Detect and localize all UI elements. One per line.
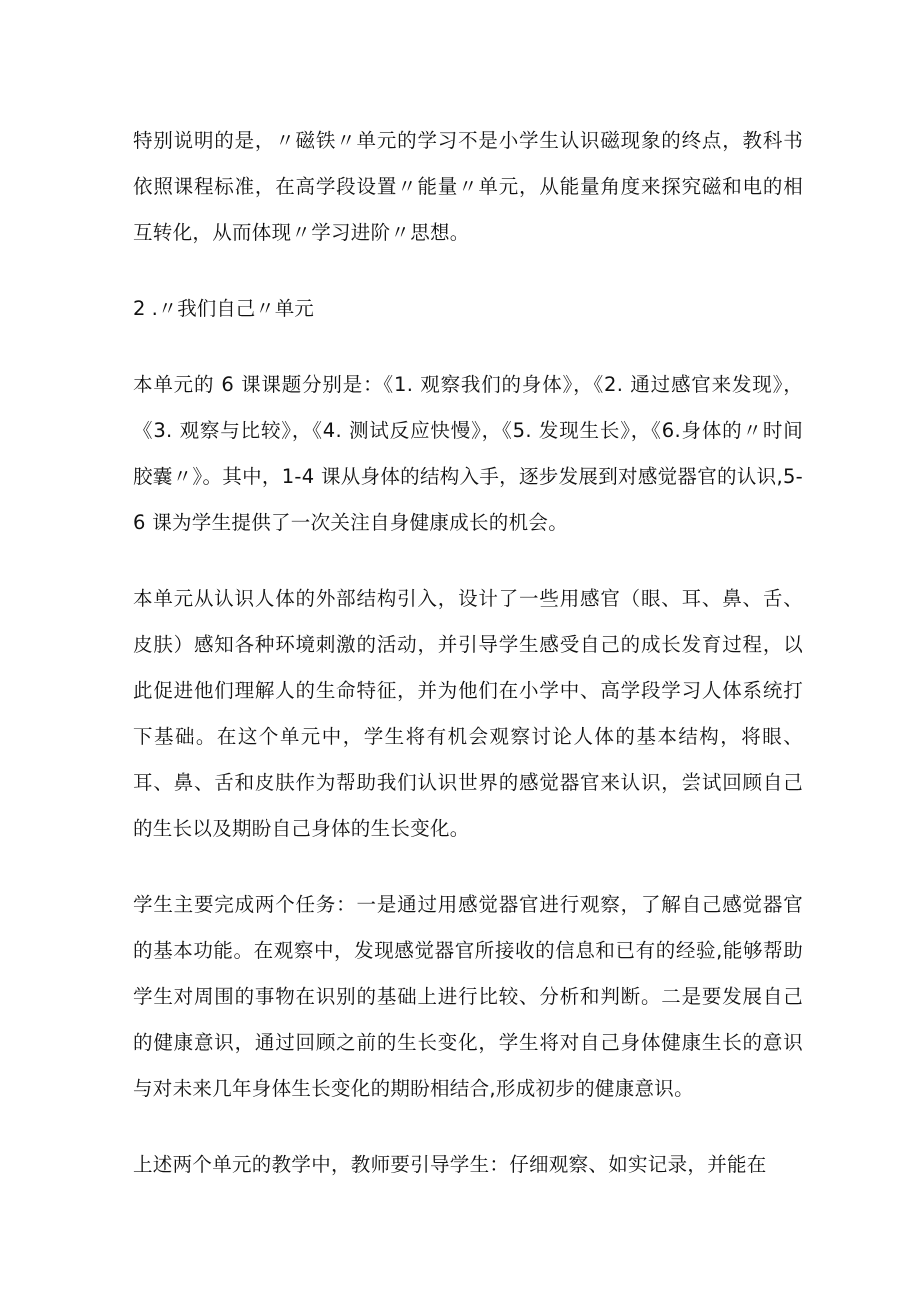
paragraph-unit-design: 本单元从认识人体的外部结构引入，设计了一些用感官（眼、耳、鼻、舌、皮肤）感知各种环境刺激的活动，并引导学生感受自己的成长发育过程，以此促进他们理解人的生命特征，并为他们在小学中、高学段学习人体系统打下基础。在这个单元中，学生将有机会观察讨论人体的基本结构，将眼、耳、鼻、舌和皮肤作为帮助我们认识世界的感觉器官来认识，尝试回顾自己的生长以及期盼自己身体的生长变化。 [133, 587, 803, 840]
paragraph-magnet-note: 特别说明的是，〃磁铁〃单元的学习不是小学生认识磁现象的终点，教科书依照课程标准，在高学段设置〃能量〃单元，从能量角度来探究磁和电的相互转化，从而体现〃学习进阶〃思想。 [133, 129, 803, 244]
section-heading-ourselves-unit: 2 .〃我们自己〃单元 [133, 297, 314, 320]
paragraph-student-tasks: 学生主要完成两个任务：一是通过用感觉器官进行观察，了解自己感觉器官的基本功能。在观察中，发现感觉器官所接收的信息和已有的经验,能够帮助学生对周围的事物在识别的基础上进行比较、分析和判断。二是要发展自己的健康意识，通过回顾之前的生长变化，学生将对自己身体健康生长的意识与对未来几年身体生长变化的期盼相结合,形成初步的健康意识。 [133, 893, 803, 1100]
document-page [133, 118, 803, 1218]
paragraph-lesson-titles: 本单元的 6 课课题分别是：《1. 观察我们的身体》，《2. 通过感官来发现》，《3. 观察与比较》，《4. 测试反应快慢》，《5. 发现生长》，《6.身体的〃时间胶囊〃》。其中，1-4 课从身体的结构入手，逐步发展到对感觉器官的认识,5-6 课为学生提供了一次关注自身健康成长的机会。 [133, 373, 803, 534]
paragraph-teaching-guidance: 上述两个单元的教学中，教师要引导学生：仔细观察、如实记录，并能在 [133, 1153, 767, 1176]
